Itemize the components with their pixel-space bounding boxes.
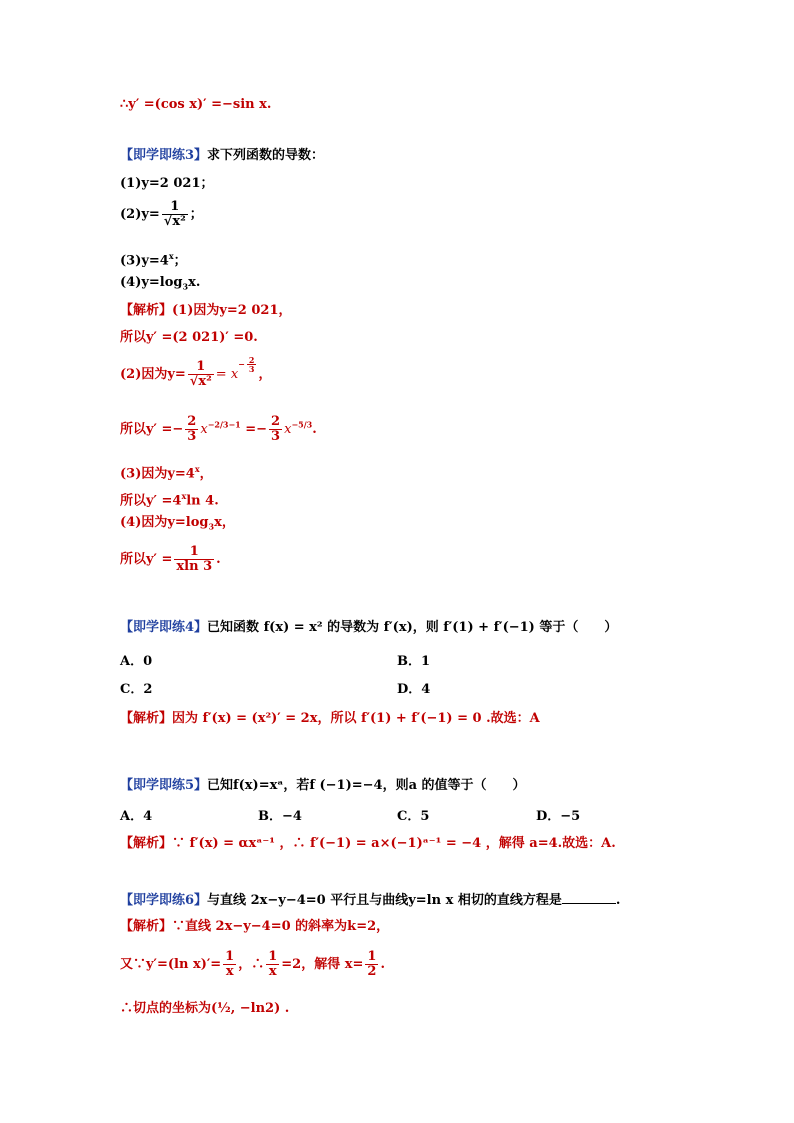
- ex6-sol-2-frac1-den: x: [225, 964, 234, 979]
- ex6-sol-1: [120, 918, 389, 936]
- ex3-sol-2b-num: 2: [187, 414, 197, 429]
- ex3-item-3: [120, 247, 187, 270]
- ex4-tag: 【即学即练4】: [120, 620, 208, 635]
- ex3-item-3-exp: x: [168, 251, 174, 261]
- ex5-option-c: C．5: [397, 809, 430, 824]
- ex4-option-c: C．2: [120, 682, 153, 697]
- ex3-sol-3b-end: ln 4.: [186, 493, 219, 509]
- ex3-sol-3a-exp: x: [194, 464, 200, 474]
- ex3-question: 求下列函数的导数：: [207, 148, 325, 163]
- ex3-item-4-end: x.: [188, 275, 201, 290]
- ex5-question-line: [120, 777, 526, 795]
- ex3-sol-3a-end: ，: [199, 466, 213, 482]
- ex3-item-3-end: ；: [173, 253, 187, 269]
- ex6-sol-2-end: .: [380, 957, 385, 972]
- ex6-sol-3: ∴切点的坐标为(½, −ln2) .: [120, 1001, 290, 1016]
- ex3-sol-2b-num2: 2: [271, 414, 281, 429]
- ex3-item-2: (2)y= $\frac{1}{\text{√x²}}$ ；: [120, 199, 203, 229]
- ex5-solution-line: [120, 835, 616, 853]
- ex4-question: 已知函数 f(x) = x² 的导数为 f′(x)，则 f′(1) + f′(−1) 等于（ ）: [207, 620, 618, 635]
- ex6-question: 与直线 2x−y−4=0 平行且与曲线y=ln x 相切的直线方程是: [207, 893, 562, 908]
- ex3-sol-2a-exp-sign: −: [238, 358, 245, 369]
- ex3-sol-tag: 【解析】: [120, 303, 173, 318]
- ex6-sol-2-frac3-den: 2: [367, 964, 377, 979]
- ex3-sol-2a-end: ，: [258, 367, 272, 382]
- ex3-sol-2b-x: x: [200, 422, 208, 437]
- ex5-sol-tag: 【解析】: [120, 836, 173, 851]
- ex3-sol-4a-end: x，: [214, 515, 235, 530]
- ex3-tag: 【即学即练3】: [120, 148, 208, 163]
- ex3-sol-2b-mid: =−: [245, 422, 268, 437]
- ex3-item-2-den: √x²: [163, 214, 186, 229]
- ex5-option-d: D．−5: [536, 809, 581, 824]
- ex6-sol-2-prefix: 又∵y′=(ln x)′=: [120, 957, 222, 972]
- ex3-sol-2a-exp-num: 2: [248, 355, 255, 366]
- ex3-sol-2b-exp1: −2/3−1: [207, 419, 241, 430]
- ex5-question: 已知f(x)=xᵃ，若f (−1)=−4，则a 的值等于（ ）: [207, 778, 526, 793]
- ex6-sol-1-text: ∵直线 2x−y−4=0 的斜率为k=2，: [172, 919, 390, 934]
- ex3-item-4-text: (4)y=log: [120, 275, 183, 290]
- ex6-question-line: [120, 891, 620, 910]
- ex4-option-b: B．1: [397, 654, 431, 669]
- ex3-sol-2a-num: 1: [188, 360, 214, 375]
- ex6-sol-2-mid: ，∴: [238, 957, 265, 972]
- ex5-solution: ∵ f′(x) = αxᵃ⁻¹ ，∴ f′(−1) = a×(−1)ᵃ⁻¹ = −4 ，解得 a=4.故选：A.: [172, 836, 616, 851]
- ex3-sol-3a: [120, 460, 213, 483]
- ex6-sol-2-frac2-den: x: [268, 964, 277, 979]
- intro-derivative-line: ∴y′ =(cos x)′ =−sin x.: [120, 97, 272, 112]
- ex3-sol-4b-num: 1: [174, 545, 214, 560]
- ex3-item-2-prefix: (2)y=: [120, 207, 160, 222]
- ex3-item-4: [120, 274, 200, 296]
- ex3-sol-1a: [120, 302, 292, 320]
- ex3-sol-3b: [120, 487, 219, 510]
- ex6-question-end: .: [615, 893, 621, 908]
- ex5-tag: 【即学即练5】: [120, 778, 208, 793]
- ex6-sol-2-frac1-num: 1: [225, 949, 235, 964]
- ex3-sol-2b-den: 3: [187, 429, 197, 444]
- ex3-sol-1a-text: (1)因为y=2 021，: [172, 303, 292, 318]
- ex3-sol-4b-end: .: [216, 552, 221, 567]
- ex4-option-d: D．4: [397, 682, 431, 697]
- ex3-sol-3b-text: 所以y′ =4: [120, 493, 182, 509]
- ex5-option-b: B．−4: [258, 809, 302, 824]
- ex3-sol-2a: [120, 355, 272, 389]
- ex3-sol-4a-text: (4)因为y=log: [120, 515, 209, 530]
- ex6-sol-2: [120, 950, 385, 979]
- ex3-sol-4a-base: 3: [208, 521, 215, 532]
- ex3-sol-2a-prefix: (2)因为y=: [120, 367, 186, 382]
- ex3-item-1: (1)y=2 021；: [120, 176, 214, 191]
- ex6-sol-2-frac2-num: 1: [268, 949, 278, 964]
- ex3-sol-3a-text: (3)因为y=4: [120, 466, 195, 482]
- ex4-solution-line: [120, 710, 540, 728]
- ex3-sol-4b: [120, 545, 221, 574]
- ex3-sol-2b-x2: x: [284, 422, 292, 437]
- ex6-sol-2-mid2: =2，解得 x=: [281, 957, 364, 972]
- ex6-tag: 【即学即练6】: [120, 893, 208, 908]
- ex4-question-line: [120, 619, 617, 637]
- ex3-sol-2b: [120, 415, 317, 444]
- ex3-sol-2a-eq: = x: [215, 367, 239, 382]
- ex3-sol-1b: 所以y′ =(2 021)′ =0.: [120, 330, 258, 345]
- ex3-item-4-base: 3: [182, 281, 189, 292]
- ex4-sol-tag: 【解析】: [120, 711, 173, 726]
- ex3-sol-4a: [120, 514, 235, 536]
- ex3-sol-2b-exp2: −5/3: [291, 419, 313, 430]
- ex3-question-line: [120, 147, 324, 165]
- ex3-sol-4b-den: xln 3: [176, 559, 213, 574]
- ex3-item-2-num: 1: [162, 200, 188, 215]
- ex6-answer-blank: [562, 891, 616, 904]
- ex3-sol-2b-prefix: 所以y′ =−: [120, 422, 184, 437]
- ex3-item-3-text: (3)y=4: [120, 253, 169, 269]
- ex3-sol-2b-den2: 3: [271, 429, 281, 444]
- ex4-option-a: A．0: [120, 654, 153, 669]
- ex5-option-a: A．4: [120, 809, 153, 824]
- ex6-sol-2-frac3-num: 1: [367, 949, 377, 964]
- ex4-solution: 因为 f′(x) = (x²)′ = 2x，所以 f′(1) + f′(−1) = 0 .故选：A: [172, 711, 540, 726]
- ex3-sol-3b-exp: x: [181, 491, 187, 501]
- ex3-sol-2a-den: √x²: [189, 374, 212, 389]
- ex6-sol-tag: 【解析】: [120, 919, 173, 934]
- ex3-sol-2a-exp-den: 3: [248, 364, 255, 375]
- ex3-sol-2b-end: .: [312, 422, 317, 437]
- ex3-sol-4b-prefix: 所以y′ =: [120, 552, 173, 567]
